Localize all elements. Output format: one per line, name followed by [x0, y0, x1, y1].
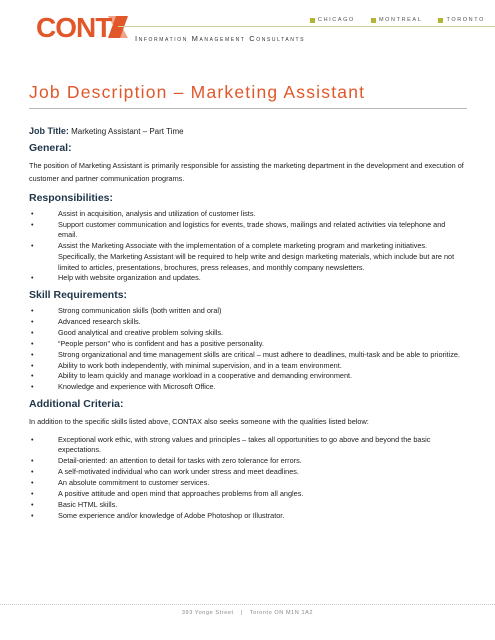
list-item: • Basic HTML skills. — [31, 499, 118, 509]
list-item: • Ability to work both independently, with minimal supervision, and in a team environment. — [31, 360, 342, 370]
bullet-icon: • — [31, 510, 34, 520]
square-bullet-icon — [438, 18, 443, 23]
office-cities — [310, 17, 485, 23]
letterhead — [0, 0, 495, 60]
bullet-icon: • — [31, 241, 34, 251]
footer-city: Toronto ON M1N 1A2 — [249, 610, 314, 616]
list-item: • Help with website organization and updates. — [31, 273, 201, 283]
general-heading: General: — [29, 142, 72, 154]
city-montreal: MONTREAL — [371, 17, 422, 23]
list-item: • An absolute commitment to customer services. — [31, 478, 210, 488]
additional-criteria-heading: Additional Criteria: — [29, 397, 124, 410]
list-item: • Exceptional work ethic, with strong values and principles – takes all opportunities to go above and beyond the basic expectations. — [31, 434, 431, 455]
bullet-icon: • — [31, 434, 34, 444]
bullet-icon: • — [31, 489, 34, 499]
list-item: • Some experience and/or knowledge of Adobe Photoshop or Illustrator. — [31, 510, 285, 520]
svg-text:CONT: CONT — [36, 12, 112, 40]
square-bullet-icon — [371, 18, 376, 23]
job-title-value: Marketing Assistant – Part Time — [71, 127, 184, 136]
additional-criteria-intro: In addition to the specific skills listed above, CONTAX also seeks someone with the qualities listed below: — [29, 416, 369, 426]
bullet-icon: • — [31, 371, 34, 381]
document-body — [29, 126, 465, 526]
list-item: • Good analytical and creative problem solving skills. — [31, 327, 224, 337]
bullet-icon: • — [31, 499, 34, 509]
bullet-icon: • — [31, 209, 34, 218]
list-item: • Advanced research skills. — [31, 316, 141, 326]
list-item: • Strong organizational and time management skills are critical – must adhere to deadlines, multi-task and be able to prioritize. — [31, 349, 460, 359]
bullet-icon: • — [31, 456, 34, 466]
bullet-icon: • — [31, 338, 34, 348]
footer-street: 393 Yonge Street — [181, 610, 234, 616]
skills-heading: Skill Requirements: — [29, 289, 128, 302]
list-item: • Detail-oriented: an attention to detail for tasks with zero tolerance for errors. — [31, 456, 302, 466]
bullet-icon: • — [31, 360, 34, 370]
page-title: Job Description – Marketing Assistant — [29, 82, 366, 102]
list-item: • Strong communication skills (both written and oral) — [31, 306, 222, 316]
bullet-icon: • — [31, 327, 34, 337]
footer-address — [0, 610, 495, 616]
list-item: • A positive attitude and open mind that approaches problems from all angles. — [31, 489, 304, 499]
bullet-icon: • — [31, 273, 34, 283]
bullet-icon: • — [31, 467, 34, 477]
list-item: • Ability to learn quickly and manage workload in a cooperative and demanding environment. — [31, 371, 353, 381]
city-toronto: TORONTO — [438, 17, 485, 23]
job-title-label: Job Title: — [29, 126, 69, 136]
skills-list — [29, 306, 465, 393]
footer-separator: | — [240, 610, 243, 616]
responsibilities-list — [29, 209, 465, 284]
city-chicago: CHICAGO — [310, 17, 355, 23]
title-divider — [29, 108, 467, 109]
bullet-icon: • — [31, 316, 34, 326]
square-bullet-icon — [310, 18, 315, 23]
additional-criteria-list — [29, 435, 465, 522]
header-divider — [118, 26, 495, 27]
list-item: • Knowledge and experience with Microsoft Office. — [31, 382, 216, 392]
job-title-line — [29, 126, 465, 136]
responsibilities-heading: Responsibilities: — [29, 192, 114, 204]
bullet-icon: • — [31, 382, 34, 392]
list-item: • A self-motivated individual who can work under stress and meet deadlines. — [31, 467, 299, 477]
list-item: • Assist in acquisition, analysis and utilization of customer lists. — [31, 209, 256, 218]
bullet-icon: • — [31, 478, 34, 488]
footer-divider — [0, 604, 495, 605]
list-item: • Support customer communication and logistics for events, trade shows, mailings and related activities via telephone and email. — [31, 219, 446, 240]
bullet-icon: • — [31, 219, 34, 229]
list-item: • Assist the Marketing Associate with the implementation of a complete marketing program and marketing initiatives. Specifically, the Marketing Assistant will be required to help write and design marketing materials, which include but are not limited to articles, presentations, brochures, press releases, and monthly company newsletters. — [31, 241, 455, 272]
general-text: The position of Marketing Assistant is primarily responsible for assisting the marketing department in the development and execution of customer and partner communication programs. — [29, 161, 464, 183]
bullet-icon: • — [31, 306, 34, 316]
bullet-icon: • — [31, 349, 34, 359]
company-tagline: Information Management Consultants — [135, 34, 306, 43]
list-item: • “People person” who is confident and has a positive personality. — [31, 338, 264, 348]
